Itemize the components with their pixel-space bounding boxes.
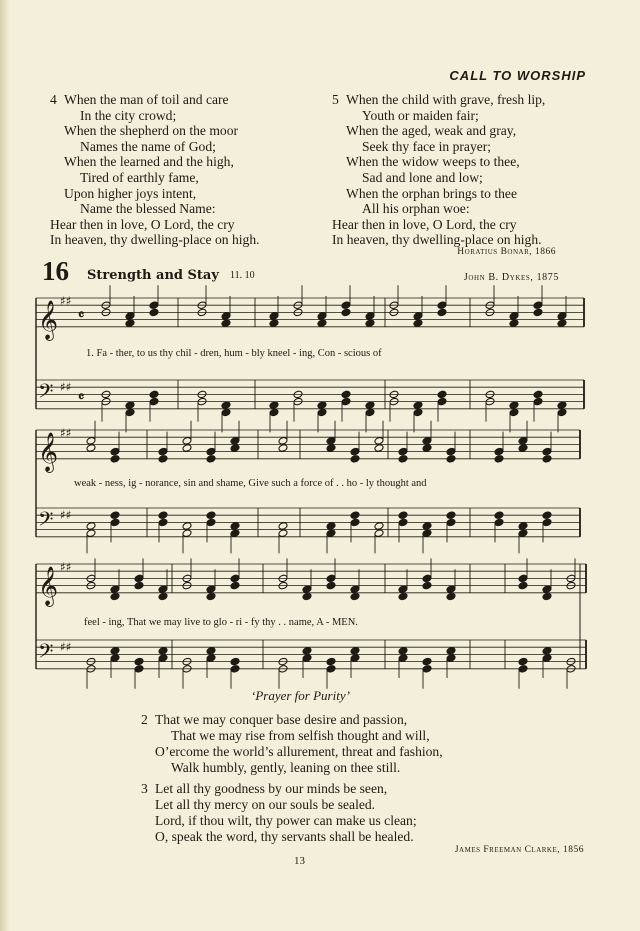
note-head bbox=[437, 397, 447, 406]
note-head bbox=[158, 518, 168, 527]
note-head bbox=[437, 390, 447, 399]
note-head bbox=[398, 447, 408, 456]
verse-number: 2 bbox=[141, 712, 148, 727]
note-head bbox=[149, 397, 159, 406]
note-head bbox=[422, 665, 432, 674]
note-head bbox=[206, 518, 216, 527]
verse-line: O’ercome the world’s allurement, threat and fashion, bbox=[155, 744, 443, 759]
note-head bbox=[446, 647, 456, 656]
note-head bbox=[158, 511, 168, 520]
note-head bbox=[446, 511, 456, 520]
note-head bbox=[350, 447, 360, 456]
note-head bbox=[278, 444, 288, 453]
stanza-line: In the city crowd; bbox=[80, 107, 177, 123]
note-head bbox=[374, 522, 384, 531]
note-head bbox=[350, 518, 360, 527]
key-signature: ♯♯ bbox=[60, 379, 72, 394]
note-head bbox=[326, 665, 336, 674]
hymn-number: 16 bbox=[42, 256, 69, 286]
prayer-title: ‘Prayer for Purity’ bbox=[251, 688, 350, 703]
note-head bbox=[446, 447, 456, 456]
note-head bbox=[518, 665, 528, 674]
note-head bbox=[542, 585, 552, 594]
note-head bbox=[350, 585, 360, 594]
stanza-line: Tired of earthly fame, bbox=[80, 169, 199, 185]
note-head bbox=[557, 319, 567, 328]
author-credit: James Freeman Clarke, 1856 bbox=[454, 845, 584, 855]
note-head bbox=[509, 408, 519, 417]
note-head bbox=[134, 581, 144, 590]
stanza-line: Hear then in love, O Lord, the cry bbox=[50, 216, 235, 232]
note-head bbox=[125, 319, 135, 328]
verse-line: That we may rise from selfish thought and will, bbox=[171, 728, 430, 743]
note-head bbox=[509, 312, 519, 321]
note-head bbox=[110, 654, 120, 663]
note-head bbox=[533, 308, 543, 317]
note-head bbox=[341, 397, 351, 406]
page-number: 13 bbox=[294, 855, 305, 867]
note-head bbox=[518, 522, 528, 531]
note-head bbox=[326, 522, 336, 531]
note-head bbox=[542, 592, 552, 601]
note-head bbox=[302, 654, 312, 663]
note-head bbox=[230, 657, 240, 666]
note-head bbox=[350, 654, 360, 663]
note-head bbox=[398, 647, 408, 656]
note-head bbox=[230, 574, 240, 583]
note-head bbox=[110, 647, 120, 656]
note-head bbox=[149, 390, 159, 399]
bass-clef: 𝄢 bbox=[38, 639, 54, 668]
verse-line: Let all thy mercy on our souls be sealed. bbox=[155, 797, 376, 812]
note-head bbox=[158, 647, 168, 656]
stanza-line: Names the name of God; bbox=[80, 138, 216, 154]
note-head bbox=[398, 511, 408, 520]
note-head bbox=[206, 455, 216, 464]
note-head bbox=[398, 654, 408, 663]
note-head bbox=[446, 518, 456, 527]
note-head bbox=[110, 518, 120, 527]
note-head bbox=[149, 301, 159, 310]
note-head bbox=[413, 319, 423, 328]
note-head bbox=[86, 529, 96, 538]
note-head bbox=[542, 455, 552, 464]
note-head bbox=[509, 401, 519, 410]
note-head bbox=[350, 592, 360, 601]
note-head bbox=[413, 401, 423, 410]
bass-clef: 𝄢 bbox=[38, 379, 54, 408]
note-head bbox=[374, 529, 384, 538]
note-head bbox=[365, 408, 375, 417]
note-head bbox=[221, 401, 231, 410]
stanza-line: When the widow weeps to thee, bbox=[346, 154, 520, 170]
note-head bbox=[350, 455, 360, 464]
note-head bbox=[398, 518, 408, 527]
verse-line: O, speak the word, thy servants shall be healed. bbox=[155, 829, 414, 844]
note-head bbox=[230, 444, 240, 453]
note-head bbox=[422, 574, 432, 583]
note-head bbox=[542, 518, 552, 527]
note-head bbox=[326, 437, 336, 446]
note-head bbox=[206, 511, 216, 520]
note-head bbox=[278, 529, 288, 538]
note-head bbox=[221, 319, 231, 328]
note-head bbox=[542, 511, 552, 520]
note-head bbox=[317, 401, 327, 410]
key-signature: ♯♯ bbox=[60, 426, 72, 441]
stanza-line: Youth or maiden fair; bbox=[362, 107, 479, 123]
note-head bbox=[518, 444, 528, 453]
lyrics-line-1: 1. Fa - ther, to us thy chil - dren, hum - bly kneel - ing, Con - scious of bbox=[86, 348, 382, 359]
note-head bbox=[518, 581, 528, 590]
stanza-line: When the man of toil and care bbox=[64, 92, 229, 107]
note-head bbox=[350, 647, 360, 656]
note-head bbox=[317, 408, 327, 417]
note-head bbox=[230, 581, 240, 590]
note-head bbox=[533, 397, 543, 406]
note-head bbox=[374, 444, 384, 453]
note-head bbox=[398, 592, 408, 601]
note-head bbox=[422, 581, 432, 590]
note-head bbox=[230, 522, 240, 531]
note-head bbox=[182, 522, 192, 531]
note-head bbox=[230, 529, 240, 538]
lyrics-line-3: feel - ing, That we may live to glo - ri - fy thy . . name, A - MEN. bbox=[84, 617, 358, 628]
note-head bbox=[326, 574, 336, 583]
note-head bbox=[446, 585, 456, 594]
note-head bbox=[533, 390, 543, 399]
note-head bbox=[557, 312, 567, 321]
note-head bbox=[149, 308, 159, 317]
note-head bbox=[302, 585, 312, 594]
note-head bbox=[134, 665, 144, 674]
note-head bbox=[518, 657, 528, 666]
note-head bbox=[446, 592, 456, 601]
stanza-line: When the child with grave, fresh lip, bbox=[346, 92, 546, 107]
note-head bbox=[158, 455, 168, 464]
stanza-line: When the shepherd on the moor bbox=[64, 123, 239, 139]
note-head bbox=[542, 654, 552, 663]
note-head bbox=[494, 447, 504, 456]
note-head bbox=[134, 574, 144, 583]
verse-line: That we may conquer base desire and passion, bbox=[155, 712, 408, 727]
note-head bbox=[269, 312, 279, 321]
note-head bbox=[341, 390, 351, 399]
bass-clef: 𝄢 bbox=[38, 507, 54, 536]
note-head bbox=[206, 654, 216, 663]
composer-credit: John B. Dykes, 1875 bbox=[463, 272, 559, 283]
verse-line: Let all thy goodness by our minds be seen, bbox=[155, 781, 388, 796]
lyrics-line-2: weak - ness, ig - norance, sin and shame, Give such a force of . . ho - ly thought and bbox=[74, 478, 427, 489]
note-head bbox=[206, 592, 216, 601]
note-head bbox=[422, 522, 432, 531]
treble-clef: 𝄞 bbox=[38, 565, 59, 606]
note-head bbox=[269, 408, 279, 417]
note-head bbox=[422, 529, 432, 538]
note-head bbox=[278, 437, 288, 446]
note-head bbox=[110, 447, 120, 456]
note-head bbox=[110, 511, 120, 520]
note-head bbox=[110, 585, 120, 594]
note-head bbox=[182, 437, 192, 446]
note-head bbox=[278, 522, 288, 531]
note-head bbox=[557, 408, 567, 417]
note-head bbox=[221, 312, 231, 321]
note-head bbox=[302, 647, 312, 656]
note-head bbox=[557, 401, 567, 410]
note-head bbox=[134, 657, 144, 666]
note-head bbox=[86, 444, 96, 453]
note-head bbox=[158, 654, 168, 663]
note-head bbox=[206, 647, 216, 656]
verse-2 bbox=[141, 712, 443, 776]
note-head bbox=[413, 408, 423, 417]
note-head bbox=[230, 437, 240, 446]
note-head bbox=[326, 581, 336, 590]
note-head bbox=[518, 437, 528, 446]
note-head bbox=[302, 592, 312, 601]
note-head bbox=[269, 401, 279, 410]
note-head bbox=[365, 319, 375, 328]
note-head bbox=[422, 657, 432, 666]
note-head bbox=[437, 301, 447, 310]
note-head bbox=[365, 401, 375, 410]
stanza-number: 5 bbox=[332, 92, 339, 107]
section-title: CALL TO WORSHIP bbox=[449, 68, 586, 83]
key-signature: ♯♯ bbox=[60, 294, 72, 309]
note-head bbox=[422, 437, 432, 446]
note-head bbox=[494, 511, 504, 520]
note-head bbox=[446, 455, 456, 464]
note-head bbox=[317, 312, 327, 321]
key-signature: ♯♯ bbox=[60, 507, 72, 522]
note-head bbox=[398, 455, 408, 464]
note-head bbox=[422, 444, 432, 453]
note-head bbox=[317, 319, 327, 328]
note-head bbox=[125, 312, 135, 321]
note-head bbox=[350, 511, 360, 520]
note-head bbox=[446, 654, 456, 663]
key-signature: ♯♯ bbox=[60, 639, 72, 654]
note-head bbox=[221, 408, 231, 417]
stanza-line: When the aged, weak and gray, bbox=[346, 123, 517, 139]
note-head bbox=[542, 447, 552, 456]
note-head bbox=[110, 455, 120, 464]
stanza-line: Hear then in love, O Lord, the cry bbox=[332, 216, 517, 232]
note-head bbox=[494, 518, 504, 527]
note-head bbox=[206, 585, 216, 594]
verse-line: Walk humbly, gently, leaning on thee still. bbox=[171, 760, 401, 775]
time-signature: 𝄴 bbox=[78, 307, 85, 324]
note-head bbox=[533, 301, 543, 310]
stanza-line: Sad and lone and low; bbox=[362, 169, 483, 185]
note-head bbox=[158, 592, 168, 601]
note-head bbox=[125, 401, 135, 410]
note-head bbox=[326, 657, 336, 666]
note-head bbox=[230, 665, 240, 674]
note-head bbox=[206, 447, 216, 456]
note-head bbox=[341, 308, 351, 317]
note-head bbox=[269, 319, 279, 328]
note-head bbox=[542, 647, 552, 656]
stanza-number: 4 bbox=[50, 92, 57, 107]
stanza-line: All his orphan woe: bbox=[362, 201, 470, 217]
verse-3 bbox=[141, 781, 417, 845]
stanza-line: In heaven, thy dwelling-place on high. bbox=[50, 232, 260, 248]
treble-clef: 𝄞 bbox=[38, 431, 59, 472]
verse-line: Lord, if thou wilt, thy power can make us clean; bbox=[155, 813, 417, 828]
note-head bbox=[326, 529, 336, 538]
verse-number: 3 bbox=[141, 781, 148, 796]
note-head bbox=[125, 408, 135, 417]
note-head bbox=[518, 574, 528, 583]
time-signature: 𝄴 bbox=[78, 389, 85, 406]
stanza-line: When the orphan brings to thee bbox=[346, 185, 518, 201]
note-head bbox=[341, 301, 351, 310]
note-head bbox=[182, 529, 192, 538]
note-head bbox=[110, 592, 120, 601]
tune-name: Strength and Stay bbox=[87, 268, 219, 283]
note-head bbox=[413, 312, 423, 321]
stanza-line: Seek thy face in prayer; bbox=[362, 138, 492, 154]
note-head bbox=[158, 585, 168, 594]
note-head bbox=[494, 455, 504, 464]
stanza-line: Upon higher joys intent, bbox=[64, 185, 197, 201]
note-head bbox=[86, 437, 96, 446]
stanza-line: In heaven, thy dwelling-place on high. bbox=[332, 232, 542, 248]
note-head bbox=[326, 444, 336, 453]
note-head bbox=[365, 312, 375, 321]
note-head bbox=[374, 437, 384, 446]
key-signature: ♯♯ bbox=[60, 560, 72, 575]
note-head bbox=[398, 585, 408, 594]
hymn-meter: 11. 10 bbox=[230, 270, 255, 281]
treble-clef: 𝄞 bbox=[38, 299, 59, 340]
note-head bbox=[518, 529, 528, 538]
note-head bbox=[437, 308, 447, 317]
author-credit: Horatius Bonar, 1866 bbox=[457, 247, 556, 257]
note-head bbox=[182, 444, 192, 453]
stanza-line: When the learned and the high, bbox=[64, 154, 234, 170]
note-head bbox=[86, 522, 96, 531]
note-head bbox=[158, 447, 168, 456]
note-head bbox=[509, 319, 519, 328]
stanza-line: Name the blessed Name: bbox=[80, 201, 216, 217]
